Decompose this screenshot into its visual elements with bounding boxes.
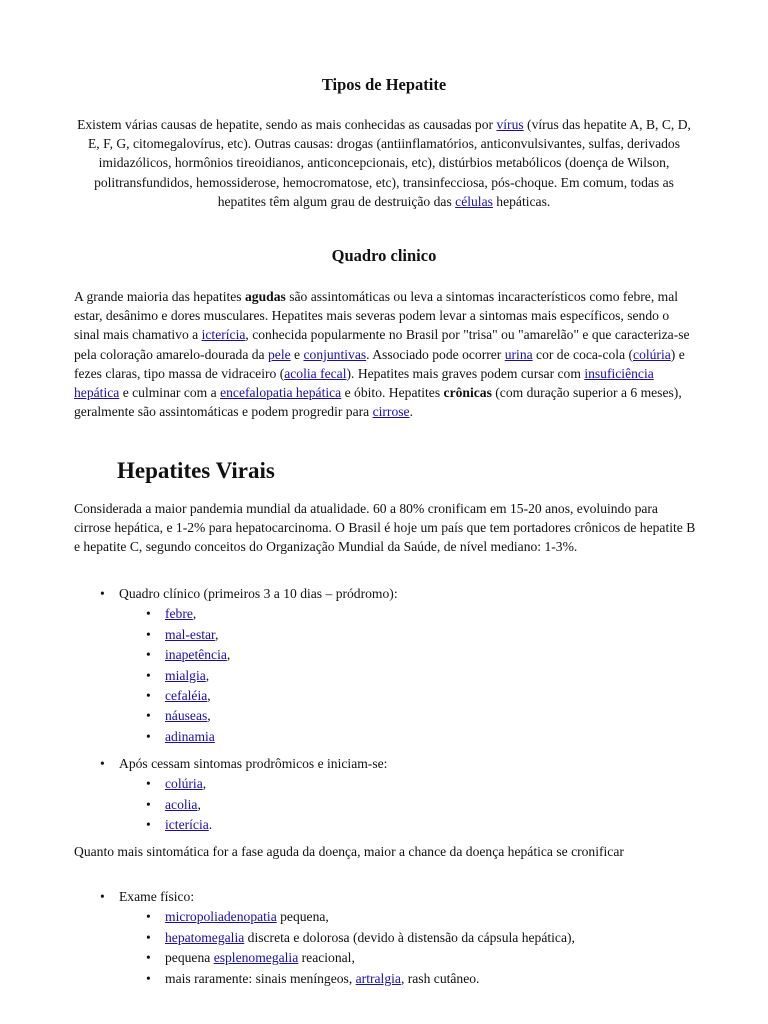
text: ). Hepatites mais graves podem cursar com bbox=[346, 365, 585, 381]
link-celulas[interactable]: células bbox=[455, 193, 493, 209]
section-title-hepatites-virais: Hepatites Virais bbox=[117, 458, 275, 483]
sublist-sinais bbox=[146, 774, 700, 835]
list-item bbox=[146, 625, 700, 645]
text: são assintomáticas ou leva a sintomas incaracterísticos como febre, mal estar, desânimo e dores musculares. Hepatites mais severas podem levar a sintomas mais específicos, sendo o sinal mais chamativo a bbox=[74, 289, 679, 343]
link-pele[interactable]: pele bbox=[267, 346, 291, 362]
list-item bbox=[146, 948, 700, 968]
list-item bbox=[146, 686, 700, 706]
link-cirrose[interactable]: cirrose bbox=[372, 404, 410, 420]
link-coluria[interactable]: colúria bbox=[633, 346, 671, 362]
text: hepáticas. bbox=[492, 193, 551, 209]
quadro-clinico-paragraph bbox=[74, 287, 696, 421]
text: e culminar com a bbox=[119, 385, 221, 401]
link-micropoliadenopatia[interactable]: micropoliadenopatia bbox=[165, 909, 277, 925]
list-quadro-clinico bbox=[100, 584, 700, 747]
list-item bbox=[100, 887, 700, 989]
list-item bbox=[146, 645, 700, 665]
sep: , bbox=[205, 667, 210, 683]
note-paragraph: Quanto mais sintomática for a fase aguda da doença, maior a chance da doença hepática se cronificar bbox=[74, 844, 624, 859]
text: Existem várias causas de hepatite, sendo as mais conhecidas as causadas por bbox=[77, 117, 497, 132]
link-coluria-item[interactable]: colúria bbox=[165, 776, 203, 792]
list-item bbox=[146, 969, 700, 989]
list-exame-fisico bbox=[100, 887, 700, 989]
list-item bbox=[100, 754, 700, 836]
text: e óbito. Hepatites bbox=[341, 385, 444, 401]
list-item bbox=[146, 815, 700, 835]
intro-paragraph bbox=[74, 115, 694, 211]
sep: , bbox=[207, 688, 211, 704]
link-cefaleia[interactable]: cefaléia bbox=[165, 688, 208, 704]
sep: , bbox=[202, 776, 207, 792]
text: e bbox=[290, 346, 304, 362]
sep: , bbox=[192, 606, 197, 622]
list-item bbox=[146, 795, 700, 815]
list-label: Quadro clínico (primeiros 3 a 10 dias – pródromo): bbox=[119, 586, 398, 601]
list-label: Após cessam sintomas prodrômicos e iniciam-se: bbox=[119, 756, 388, 771]
link-esplenomegalia[interactable]: esplenomegalia bbox=[213, 950, 299, 966]
list-item bbox=[146, 666, 700, 686]
sep: , bbox=[226, 647, 231, 663]
text: A grande maioria das hepatites bbox=[74, 289, 245, 304]
bold-agudas: agudas bbox=[245, 289, 286, 304]
link-ictericia[interactable]: icterícia bbox=[201, 327, 246, 343]
list-item bbox=[100, 584, 700, 747]
link-conjuntivas[interactable]: conjuntivas bbox=[303, 346, 367, 362]
list-item bbox=[146, 774, 700, 794]
hepatites-virais-intro: Considerada a maior pandemia mundial da atualidade. 60 a 80% cronificam em 15-20 anos, evoluindo para cirrose hepática, e 1-2% para hepatocarcinoma. O Brasil é hoje um país que tem portadores crônicos de hepatite B e hepatite C, segundo conceitos do Organização Mundial da Saúde, de nível mediano: 1-3%. bbox=[74, 501, 696, 555]
link-artralgia[interactable]: artralgia bbox=[355, 970, 401, 986]
list-label: Exame físico: bbox=[119, 889, 195, 904]
text: reacional, bbox=[298, 950, 355, 966]
text: (vírus das hepatite A, B, C, D, E, F, G, citomegalovírus, etc). Outras causas: drogas (antiinflamatórios, anticonvulsivantes, sulfas, derivados imidazólicos, hormônios tireoidianos, anticoncepcionais, etc), distúrbios metabólicos (doença de Wilson, politransfundidos, hemossiderose, hemocromatose, etc), transinfecciosa, pós-choque. Em comum, todas as hepatites têm algum grau de destruição das bbox=[88, 117, 691, 209]
link-ictericia-item[interactable]: icterícia bbox=[165, 817, 209, 833]
sep: , bbox=[197, 796, 201, 812]
link-insuficiencia-hepatica[interactable]: insuficiência hepática bbox=[74, 365, 654, 401]
link-acolia[interactable]: acolia bbox=[165, 796, 198, 812]
link-encefalopatia-hepatica[interactable]: encefalopatia hepática bbox=[220, 385, 342, 401]
list-item bbox=[146, 928, 700, 948]
link-inapetencia[interactable]: inapetência bbox=[165, 647, 227, 663]
text: , rash cutâneo. bbox=[400, 970, 480, 986]
section-title-quadro: Quadro clinico bbox=[331, 246, 437, 265]
link-hepatomegalia[interactable]: hepatomegalia bbox=[165, 929, 245, 945]
text: cor de coca-cola ( bbox=[532, 346, 634, 362]
text: ) e fezes claras, tipo massa de vidraceiro ( bbox=[74, 346, 685, 381]
link-acolia-fecal[interactable]: acolia fecal bbox=[284, 365, 347, 381]
sep: , bbox=[215, 626, 219, 642]
link-nauseas[interactable]: náuseas bbox=[165, 708, 208, 724]
section-title-tipos: Tipos de Hepatite bbox=[321, 75, 447, 94]
list-item bbox=[146, 706, 700, 726]
bold-cronicas: crônicas bbox=[443, 385, 492, 401]
list-item bbox=[146, 604, 700, 624]
list-apos-pródromo bbox=[100, 754, 700, 836]
sep: , bbox=[207, 708, 211, 724]
text: (com duração superior a 6 meses), geralmente são assintomáticas e podem progredir para bbox=[74, 385, 682, 420]
text: pequena, bbox=[276, 909, 329, 925]
list-item bbox=[146, 727, 700, 747]
link-mialgia[interactable]: mialgia bbox=[165, 667, 206, 683]
link-virus[interactable]: vírus bbox=[496, 117, 524, 132]
text: mais raramente: sinais meníngeos, bbox=[165, 970, 356, 986]
text: , conhecida popularmente no Brasil por "trisa" ou "amarelão" e que caracteriza-se pela coloração amarelo-dourada da bbox=[74, 327, 690, 362]
text: . bbox=[409, 404, 413, 420]
link-adinamia[interactable]: adinamia bbox=[165, 728, 215, 744]
text: . Associado pode ocorrer bbox=[366, 346, 505, 362]
link-mal-estar[interactable]: mal-estar bbox=[165, 626, 216, 642]
sublist-sintomas bbox=[146, 604, 700, 747]
link-febre[interactable]: febre bbox=[165, 606, 193, 622]
list-item bbox=[146, 907, 700, 927]
sublist-exame bbox=[146, 907, 700, 989]
link-urina[interactable]: urina bbox=[504, 346, 533, 362]
text: pequena bbox=[165, 950, 214, 966]
text: discreta e dolorosa (devido à distensão da cápsula hepática), bbox=[244, 929, 575, 945]
sep: . bbox=[208, 817, 213, 833]
